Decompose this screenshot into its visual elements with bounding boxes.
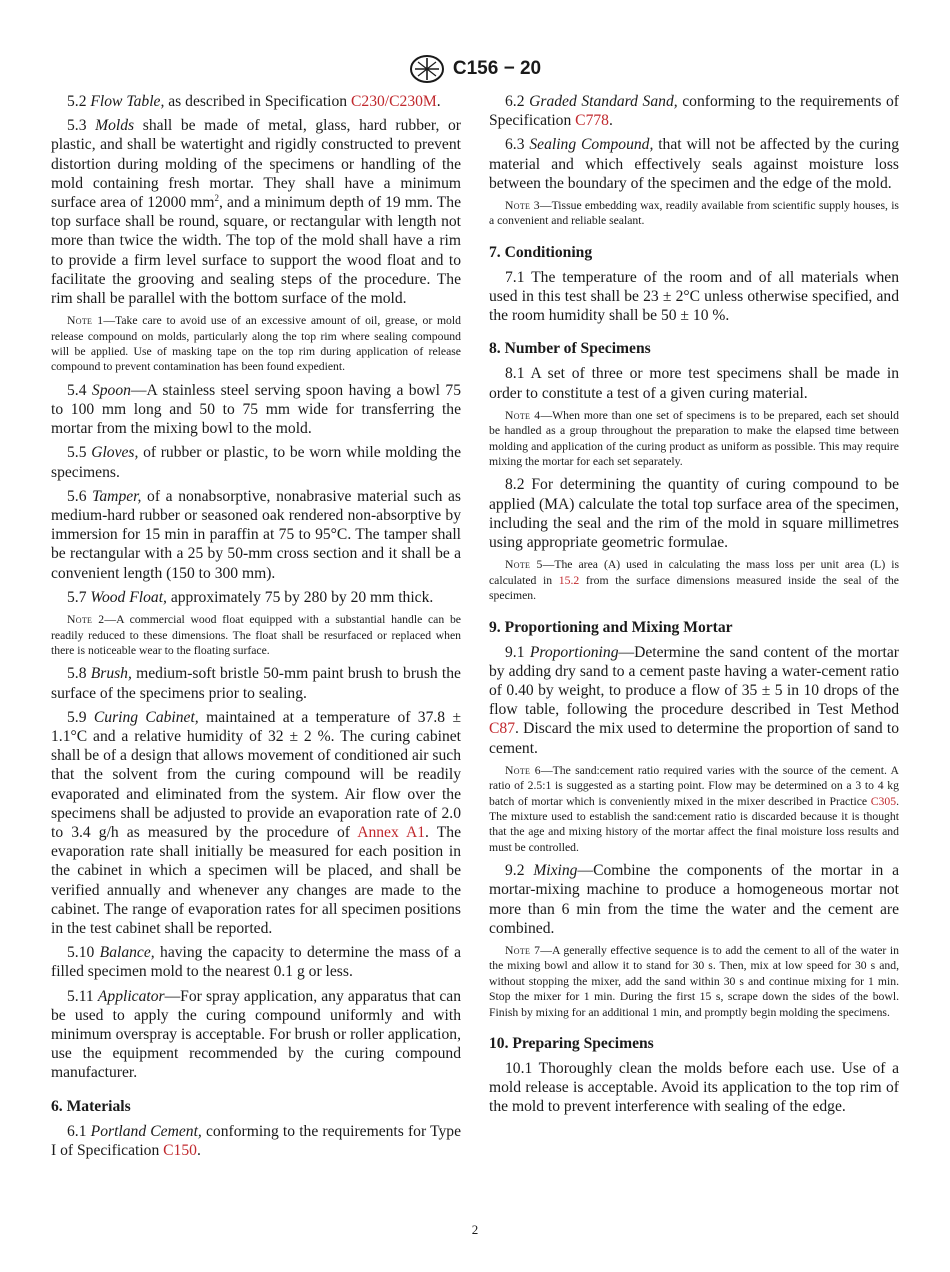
note-3: Note 3—Tissue embedding wax, readily available from scientific supply houses, is a convenient and reliable sealant. <box>489 199 899 228</box>
link-c230[interactable]: C230/C230M <box>351 93 437 110</box>
para-5-5: 5.5 Gloves, of rubber or plastic, to be worn while molding the specimens. <box>51 444 461 481</box>
right-column <box>489 92 899 1122</box>
section-10-heading: 10. Preparing Specimens <box>489 1035 654 1052</box>
para-9-2: 9.2 Mixing—Combine the components of the mortar in a mortar-mixing machine to produce a homogeneous mortar not more than 6 min from the time the water and the cement are combined. <box>489 862 899 937</box>
section-9-heading: 9. Proportioning and Mixing Mortar <box>489 618 733 636</box>
note-2: Note 2—A commercial wood float equipped with a substantial handle can be readily reduced to these dimensions. The float shall be resurfaced or replaced when there is noticeable wear to the floating surface. <box>51 613 461 657</box>
para-5-11: 5.11 Applicator—For spray application, any apparatus that can be used to apply the curing compound uniformly and with minimum overspray is acceptable. For brush or roller application, use the equipment recommended by the curing compound manufacturer. <box>51 987 461 1082</box>
link-annex-a1[interactable]: Annex A1 <box>357 823 426 841</box>
para-8-1: 8.1 A set of three or more test specimens shall be made in order to constitute a test of a given curing material. <box>489 365 899 402</box>
para-9-1: 9.1 Proportioning—Determine the sand content of the mortar by adding dry sand to a cement paste having a water-cement ratio of 0.40 by weight, to produce a flow of 35 ± 5 in 10 drops of the flow table, following the procedure described in Test Method C87. Discard the mix used to determine the proportion of sand to cement. <box>489 643 899 757</box>
left-column <box>51 92 461 1165</box>
astm-logo-icon <box>409 54 445 84</box>
page-number: 2 <box>471 1222 479 1237</box>
note-6: Note 6—The sand:cement ratio required varies with the source of the cement. A ratio of 2.5:1 is suggested as a starting point. Flow may be determined on a 3 to 4 kg batch of mortar which is conveniently mixed in the mixer described in Practice C305. The mixture used to establish the sand:cement ratio is discarded because it is thought that the age and mixing history of the mortar affect the final moisture loss results and must be controlled. <box>489 763 899 854</box>
link-c778[interactable]: C778 <box>575 112 609 130</box>
document-designation: C156 − 20 <box>452 58 542 79</box>
note-5: Note 5—The area (A) used in calculating the mass loss per unit area (L) is calculated in 15.2 from the surface dimensions measured inside the seal of the specimen. <box>489 558 899 603</box>
para-7-1: 7.1 The temperature of the room and of all materials when used in this test shall be 23 ± 2°C unless otherwise specified, and the room humidity shall be 50 ± 10 %. <box>489 268 899 325</box>
para-5-7: 5.7 Wood Float, approximately 75 by 280 by 20 mm thick. <box>67 588 434 606</box>
link-c87[interactable]: C87 <box>489 720 515 738</box>
section-6-heading: 6. Materials <box>51 1097 131 1115</box>
page-header <box>0 54 950 84</box>
para-6-2: 6.2 Graded Standard Sand, conforming to the requirements of Specification C778. <box>489 93 899 130</box>
note-1: Note 1—Take care to avoid use of an excessive amount of oil, grease, or mold release compound on molds, particularly along the top rim where sealing compound will be applied. Use of masking tape on the top rim during application of release compound to prevent contamination has been found expedient. <box>51 314 461 374</box>
note-4: Note 4—When more than one set of specimens is to be prepared, each set should be handled as a group throughout the preparation to make the elapsed time between molding and application of the curing product as uniform as possible. This may require mixing the mortar for each set separately. <box>489 408 899 469</box>
para-8-2: 8.2 For determining the quantity of curing compound to be applied (MA) calculate the total top surface area of the specimen, including the seal and the rim of the mold in square millimetres using appropriate geometric formulae. <box>489 476 899 552</box>
para-5-10: 5.10 Balance, having the capacity to determine the mass of a filled specimen mold to the nearest 0.1 g or less. <box>51 944 461 981</box>
link-15-2[interactable]: 15.2 <box>558 573 580 587</box>
para-6-3: 6.3 Sealing Compound, that will not be affected by the curing material and which effectively seals against moisture loss between the boundary of the specimen and the edge of the mold. <box>489 136 899 192</box>
para-5-4: 5.4 Spoon—A stainless steel serving spoon having a bowl 75 to 100 mm long and 50 to 75 mm wide for transferring the mortar from the mixing bowl to the mold. <box>51 381 461 438</box>
link-c150[interactable]: C150 <box>163 1141 197 1159</box>
para-5-2: 5.2 Flow Table, as described in Specification C230/C230M. <box>67 93 441 110</box>
note-7: Note 7—A generally effective sequence is to add the cement to all of the water in the mixing bowl and allow it to stand for 30 s. Then, mix at low speed for 30 s and, without stopping the mixer, add the sand within 30 s and continue mixing for 1 min. Stop the mixer for 1 min. During the first 15 s, scrape down the sides of the bowl. Finish by mixing for an additional 1 min, and promptly begin molding the specimens. <box>489 943 899 1019</box>
para-6-1: 6.1 Portland Cement, conforming to the requirements for Type I of Specification C150. <box>51 1122 461 1159</box>
section-7-heading: 7. Conditioning <box>489 243 593 261</box>
para-10-1: 10.1 Thoroughly clean the molds before each use. Use of a mold release is acceptable. Avoid its application to the top rim of the mold to prevent interference with sealing of the edge. <box>489 1060 899 1116</box>
para-5-3: 5.3 Molds shall be made of metal, glass, hard rubber, or plastic, and shall be watertight and rigidly constructed to prevent distortion during molding of the specimens or handling of the mold containing fresh mortar. They shall have a minimum surface area of 12000 $mm^2$, and a minimum depth of 19 mm. The top surface shall be round, square, or rectangular with length not more than twice the width. The top of the mold shall have a rim to provide a firm level surface to support the wood float and to facilitate the grooving and sealing steps of the procedure. The rim shall be parallel with the bottom surface of the mold. <box>51 117 461 308</box>
section-8-heading: 8. Number of Specimens <box>489 340 651 358</box>
link-c305[interactable]: C305 <box>870 794 897 808</box>
para-5-9: 5.9 Curing Cabinet, maintained at a temperature of 37.8 ± 1.1°C and a relative humidity of 32 ± 2 %. The curing cabinet shall be of a design that allows movement of conditioned air such that the solvent from the curing compound will be readily evaporated and eliminated from the system. Air flow over the specimens shall be adjusted to provide an evaporation rate of 2.0 to 3.4 g/h as measured by the procedure of Annex A1. The evaporation rate shall initially be measured for each position in the cabinet in which a specimen will be placed, and shall be verified annually and whenever any changes are made to the cabinet. The range of evaporation rates for all specimen positions in the test cabinet shall be reported. <box>51 708 462 937</box>
para-5-8: 5.8 Brush, medium-soft bristle 50-mm paint brush to brush the surface of the specimens prior to sealing. <box>51 665 461 702</box>
para-5-6: 5.6 Tamper, of a nonabsorptive, nonabrasive material such as medium-hard rubber or seasoned oak rendered non-absorptive by immersion for 15 min in paraffin at 75 to 95°C. The tamper shall be rectangular with a 25 by 50-mm cross section and it shall be a convenient length (150 to 300 mm). <box>51 487 461 582</box>
